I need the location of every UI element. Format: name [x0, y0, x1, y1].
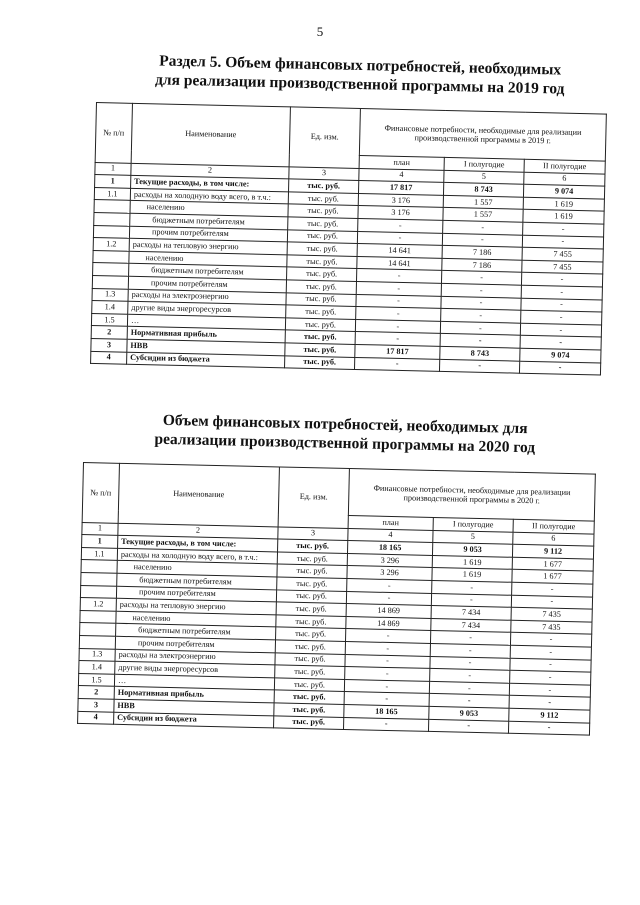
- row-name: Нормативная прибыль: [114, 687, 274, 703]
- row-unit: тыс. руб.: [276, 615, 346, 629]
- row-number: 4: [91, 351, 127, 364]
- financial-needs-table-2020: [77, 462, 596, 736]
- row-plan: -: [344, 692, 429, 707]
- row-number: [93, 263, 129, 276]
- row-number: 1.1: [94, 187, 130, 200]
- column-number: 2: [118, 523, 278, 539]
- row-half-2: -: [523, 222, 604, 236]
- row-name: бюджетным потребителям: [130, 213, 288, 229]
- column-number: 6: [513, 532, 594, 546]
- row-half-2: -: [511, 595, 592, 609]
- row-half-2: -: [508, 721, 589, 735]
- row-half-2: 1 619: [523, 210, 604, 224]
- row-half-2: -: [510, 633, 591, 647]
- row-name: прочим потребителям: [128, 276, 286, 292]
- header-plan: план: [348, 516, 433, 531]
- row-unit: тыс. руб.: [275, 665, 345, 679]
- row-unit: тыс. руб.: [278, 539, 348, 553]
- row-plan: -: [354, 357, 439, 372]
- column-number: 1: [95, 162, 131, 175]
- row-number: [93, 225, 129, 238]
- row-name: …: [127, 314, 285, 330]
- row-half-2: 7 435: [511, 607, 592, 621]
- row-name: бюджетным потребителям: [117, 573, 277, 589]
- header-unit: Ед. изм.: [278, 467, 349, 528]
- row-plan: 14 869: [346, 604, 431, 619]
- row-half-1: 1 557: [443, 208, 523, 222]
- row-plan: 14 641: [357, 244, 442, 259]
- page-number: 5: [316, 24, 324, 39]
- row-name: расходы на электроэнергию: [128, 289, 286, 305]
- header-plan: план: [359, 155, 444, 170]
- row-number: [79, 635, 115, 648]
- row-number: [80, 623, 116, 636]
- row-name: населению: [129, 251, 287, 267]
- row-unit: тыс. руб.: [274, 703, 344, 717]
- row-name: НВВ: [127, 339, 285, 355]
- column-number: 4: [359, 168, 444, 183]
- row-plan: -: [356, 269, 441, 284]
- row-name: Текущие расходы, в том числе:: [118, 535, 278, 551]
- row-number: 1: [82, 535, 118, 548]
- section-1-title: Раздел 5. Объем финансовых потребностей, необходимых для реализации производственной программы на 2019 год: [154, 52, 565, 98]
- row-half-1: -: [430, 656, 510, 670]
- row-number: [92, 275, 128, 288]
- row-unit: тыс. руб.: [276, 602, 346, 616]
- row-half-2: -: [520, 335, 601, 349]
- row-half-2: -: [521, 285, 602, 299]
- row-half-2: -: [510, 645, 591, 659]
- row-half-1: 7 186: [442, 258, 522, 272]
- row-half-1: -: [432, 580, 512, 594]
- row-half-1: 1 619: [432, 555, 512, 569]
- row-name: расходы на тепловую энергию: [129, 238, 287, 254]
- row-half-2: -: [509, 696, 590, 710]
- row-half-1: 7 434: [431, 606, 511, 620]
- row-number: [93, 250, 129, 263]
- row-number: 1.4: [79, 661, 115, 674]
- row-half-1: 9 053: [432, 543, 512, 557]
- row-half-2: 1 677: [512, 570, 593, 584]
- column-number: 2: [131, 163, 289, 179]
- row-half-1: 1 557: [443, 195, 523, 209]
- row-plan: -: [345, 667, 430, 682]
- row-number: 2: [91, 326, 127, 339]
- row-plan: 14 641: [357, 256, 442, 271]
- header-name: Наименование: [131, 103, 290, 166]
- row-half-1: -: [440, 334, 520, 348]
- row-name: расходы на холодную воду всего, в т.ч.:: [117, 548, 277, 564]
- row-half-2: 1 619: [523, 197, 604, 211]
- row-plan: -: [344, 679, 429, 694]
- section-2-title: Объем финансовых потребностей, необходимых для реализации производственной программы на 2020 год: [154, 411, 536, 457]
- row-unit: тыс. руб.: [275, 640, 345, 654]
- row-half-1: -: [430, 643, 510, 657]
- row-plan: 17 817: [355, 344, 440, 359]
- row-unit: тыс. руб.: [288, 217, 358, 231]
- row-name: …: [114, 674, 274, 690]
- row-half-2: -: [512, 582, 593, 596]
- header-num: № п/п: [95, 103, 132, 163]
- row-unit: тыс. руб.: [277, 552, 347, 566]
- row-half-1: -: [440, 321, 520, 335]
- row-name: прочим потребителям: [116, 586, 276, 602]
- column-number: 3: [289, 166, 359, 180]
- row-plan: -: [345, 654, 430, 669]
- row-half-1: -: [429, 694, 509, 708]
- row-unit: тыс. руб.: [287, 267, 357, 281]
- row-half-2: 9 112: [509, 708, 590, 722]
- row-plan: 3 176: [358, 193, 443, 208]
- column-number: 4: [348, 528, 433, 543]
- row-number: 4: [78, 711, 114, 724]
- header-half-1: I полугодие: [444, 157, 524, 171]
- row-half-1: -: [441, 309, 521, 323]
- row-number: [94, 200, 130, 213]
- table-body: [91, 103, 607, 376]
- row-name: НВВ: [114, 699, 274, 715]
- row-number: 1: [95, 175, 131, 188]
- header-num: № п/п: [82, 463, 119, 523]
- row-number: 1.2: [93, 238, 129, 251]
- row-half-1: -: [430, 669, 510, 683]
- row-half-2: 7 455: [522, 247, 603, 261]
- row-number: 3: [78, 698, 114, 711]
- row-plan: -: [355, 319, 440, 334]
- row-number: 1.5: [91, 313, 127, 326]
- row-name: бюджетным потребителям: [116, 624, 276, 640]
- row-half-1: 7 186: [442, 246, 522, 260]
- row-number: 1.3: [79, 648, 115, 661]
- header-row: [95, 103, 606, 162]
- row-half-1: -: [442, 233, 522, 247]
- row-half-2: 9 074: [523, 184, 604, 198]
- row-number: [81, 560, 117, 573]
- row-unit: тыс. руб.: [286, 280, 356, 294]
- header-half-1: I полугодие: [433, 517, 513, 531]
- row-half-1: 1 619: [432, 568, 512, 582]
- row-plan: -: [345, 641, 430, 656]
- row-number: 1.1: [81, 547, 117, 560]
- row-number: [80, 610, 116, 623]
- row-unit: тыс. руб.: [285, 330, 355, 344]
- column-number: 1: [82, 522, 118, 535]
- row-name: Текущие расходы, в том числе:: [131, 175, 289, 191]
- row-unit: тыс. руб.: [275, 652, 345, 666]
- row-half-1: -: [443, 220, 523, 234]
- row-plan: 3 296: [347, 553, 432, 568]
- row-plan: -: [355, 332, 440, 347]
- row-plan: 18 165: [347, 541, 432, 556]
- header-row: [82, 463, 595, 522]
- header-unit: Ед. изм.: [289, 107, 360, 168]
- row-unit: тыс. руб.: [277, 564, 347, 578]
- row-plan: -: [357, 231, 442, 246]
- row-unit: тыс. руб.: [286, 292, 356, 306]
- row-unit: тыс. руб.: [288, 192, 358, 206]
- row-half-2: -: [510, 658, 591, 672]
- row-half-1: 8 743: [440, 346, 520, 360]
- row-unit: тыс. руб.: [287, 255, 357, 269]
- row-name: населению: [116, 611, 276, 627]
- row-unit: тыс. руб.: [277, 577, 347, 591]
- row-half-2: 7 435: [511, 620, 592, 634]
- row-half-2: -: [521, 298, 602, 312]
- header-half-2: II полугодие: [524, 159, 605, 173]
- column-number: 6: [524, 172, 605, 186]
- row-half-2: -: [521, 273, 602, 287]
- row-plan: -: [356, 294, 441, 309]
- row-number: 2: [78, 686, 114, 699]
- row-half-2: -: [509, 683, 590, 697]
- row-half-2: -: [521, 310, 602, 324]
- row-unit: тыс. руб.: [285, 355, 355, 369]
- row-plan: 3 176: [358, 206, 443, 221]
- table-body: [78, 463, 596, 736]
- row-half-2: -: [519, 361, 600, 375]
- row-half-1: 8 743: [443, 183, 523, 197]
- row-unit: тыс. руб.: [287, 229, 357, 243]
- header-name: Наименование: [118, 463, 279, 526]
- row-plan: 17 817: [358, 181, 443, 196]
- row-name: Субсидии из бюджета: [114, 712, 274, 728]
- row-name: населению: [117, 561, 277, 577]
- column-number: 5: [444, 170, 524, 184]
- row-unit: тыс. руб.: [274, 690, 344, 704]
- row-name: прочим потребителям: [115, 636, 275, 652]
- row-half-1: -: [431, 593, 511, 607]
- header-group: Финансовые потребности, необходимые для реализации производственной программы в 2019 г.: [359, 109, 606, 162]
- row-unit: тыс. руб.: [285, 318, 355, 332]
- row-half-2: 9 112: [512, 544, 593, 558]
- row-name: другие виды энергоресурсов: [115, 661, 275, 677]
- header-group: Финансовые потребности, необходимые для реализации производственной программы в 2020 г.: [348, 469, 595, 522]
- row-half-2: 1 677: [512, 557, 593, 571]
- row-half-2: 7 455: [522, 260, 603, 274]
- row-name: прочим потребителям: [129, 226, 287, 242]
- row-plan: -: [356, 281, 441, 296]
- row-plan: -: [345, 629, 430, 644]
- row-half-1: -: [439, 359, 519, 373]
- row-number: [81, 572, 117, 585]
- financial-needs-table-2019: [90, 102, 607, 376]
- row-number: [94, 212, 130, 225]
- row-half-1: -: [428, 719, 508, 733]
- row-number: 1.2: [80, 598, 116, 611]
- row-name: бюджетным потребителям: [129, 264, 287, 280]
- row-plan: -: [356, 307, 441, 322]
- row-number: 1.3: [92, 288, 128, 301]
- row-plan: -: [346, 591, 431, 606]
- row-unit: тыс. руб.: [287, 242, 357, 256]
- row-plan: -: [358, 218, 443, 233]
- row-unit: тыс. руб.: [289, 179, 359, 193]
- row-unit: тыс. руб.: [286, 305, 356, 319]
- row-unit: тыс. руб.: [274, 678, 344, 692]
- row-plan: 18 165: [344, 704, 429, 719]
- row-name: Нормативная прибыль: [127, 327, 285, 343]
- row-name: другие виды энергоресурсов: [128, 301, 286, 317]
- row-name: расходы на холодную воду всего, в т.ч.:: [130, 188, 288, 204]
- row-half-1: -: [441, 283, 521, 297]
- row-half-1: -: [429, 681, 509, 695]
- row-name: Субсидии из бюджета: [127, 352, 285, 368]
- header-half-2: II полугодие: [513, 519, 594, 533]
- row-half-1: -: [441, 296, 521, 310]
- row-plan: -: [343, 717, 428, 732]
- row-plan: 14 869: [346, 616, 431, 631]
- row-half-2: 9 074: [520, 348, 601, 362]
- row-unit: тыс. руб.: [285, 343, 355, 357]
- row-half-1: -: [430, 631, 510, 645]
- row-unit: тыс. руб.: [288, 204, 358, 218]
- row-unit: тыс. руб.: [274, 715, 344, 729]
- row-number: [80, 585, 116, 598]
- row-plan: 3 296: [347, 566, 432, 581]
- row-name: населению: [130, 201, 288, 217]
- row-unit: тыс. руб.: [276, 589, 346, 603]
- row-half-2: -: [510, 670, 591, 684]
- row-name: расходы на электроэнергию: [115, 649, 275, 665]
- row-half-2: -: [522, 235, 603, 249]
- row-name: расходы на тепловую энергию: [116, 598, 276, 614]
- column-number: 3: [278, 527, 348, 541]
- row-plan: -: [347, 578, 432, 593]
- row-half-1: 7 434: [431, 618, 511, 632]
- row-half-1: -: [441, 271, 521, 285]
- row-half-1: 9 053: [429, 706, 509, 720]
- row-number: 1.4: [92, 301, 128, 314]
- row-unit: тыс. руб.: [276, 627, 346, 641]
- row-half-2: -: [520, 323, 601, 337]
- row-number: 1.5: [78, 673, 114, 686]
- row-number: 3: [91, 338, 127, 351]
- column-number: 5: [433, 530, 513, 544]
